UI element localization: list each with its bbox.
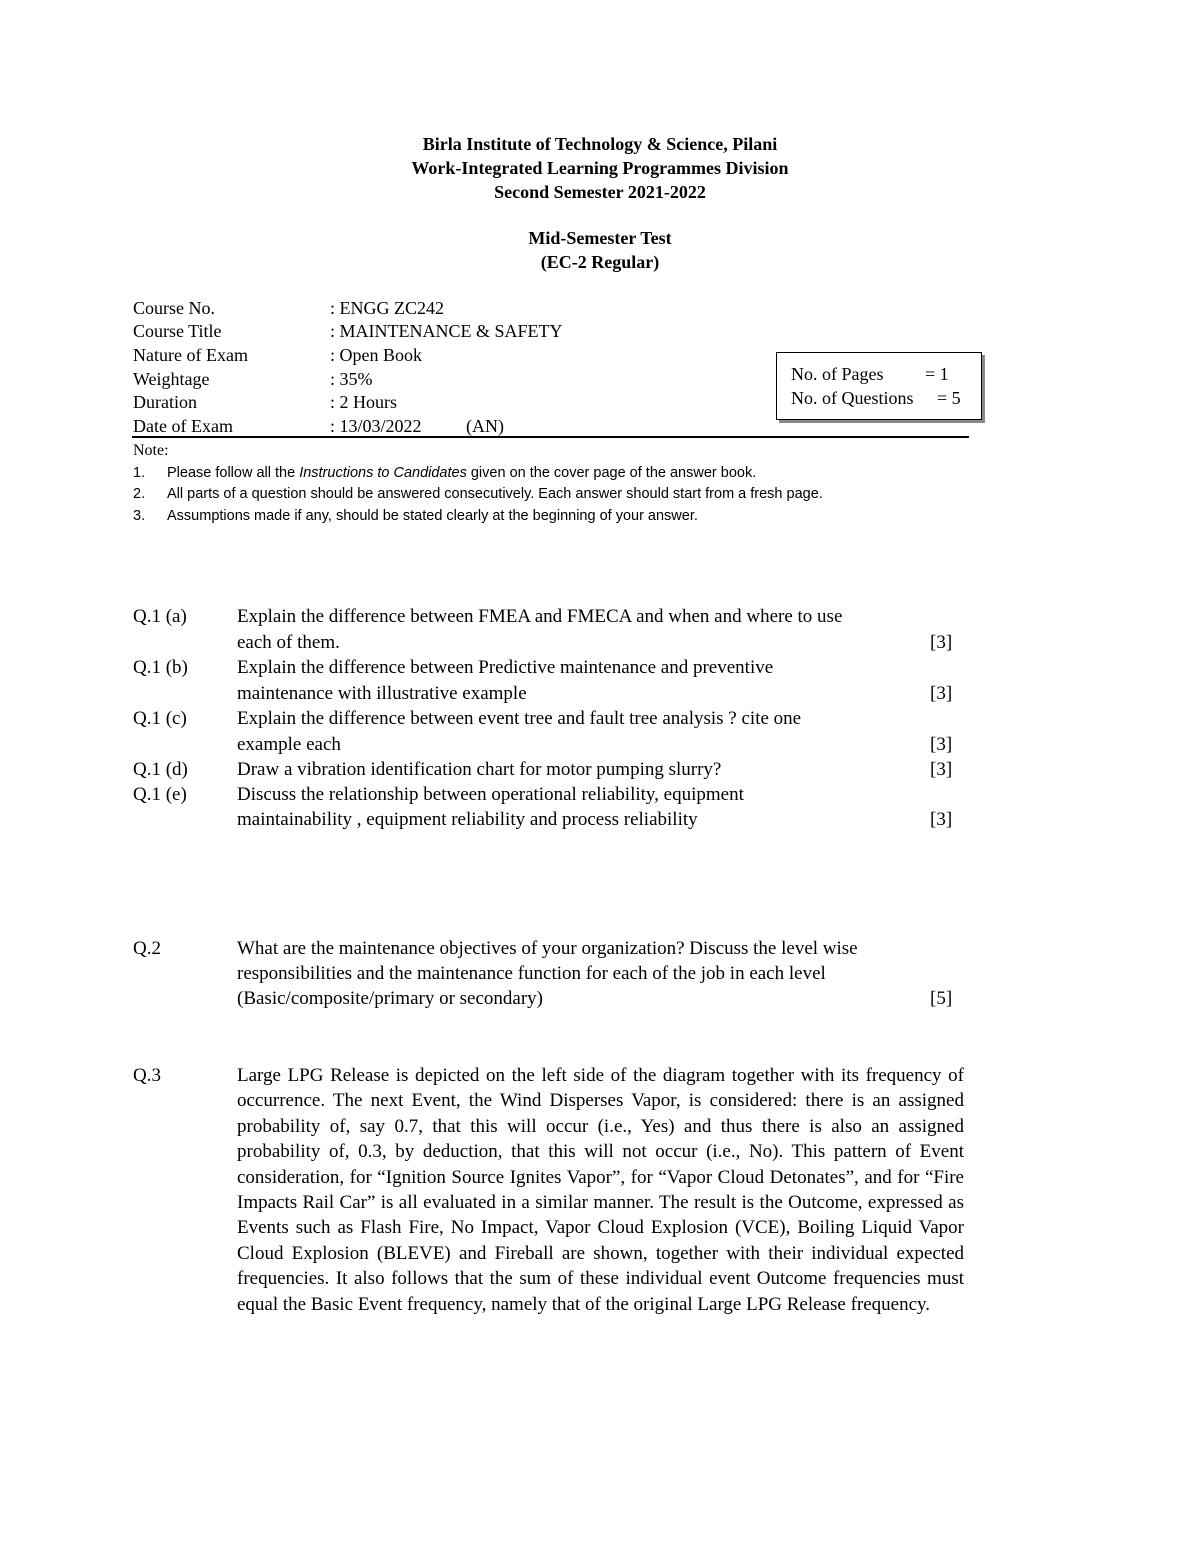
pages-value: = 1 (925, 364, 949, 384)
note-1-number: 1. (133, 465, 146, 481)
note-1-post: given on the cover page of the answer book. (466, 465, 757, 481)
note-1-pre: Please follow all the (167, 465, 300, 481)
q2-line-2: responsibilities and the maintenance function for each of the job in each level (237, 963, 826, 984)
q2-marks: [5] (930, 988, 953, 1009)
division-name: Work-Integrated Learning Programmes Division (411, 158, 789, 178)
nature-of-exam-label: Nature of Exam (133, 345, 248, 365)
note-1 (167, 463, 756, 483)
q3-text: Large LPG Release is depicted on the left side of the diagram together with its frequency of occurrence. The next Event, the Wind Disperses Vapor, is considered: there is an assigned probability of, say 0.7, that this will occur (i.e., Yes) and thus there is also an assigned probability of, 0.3, by deduction, that this will not occur (i.e., No). This pattern of Event consideration, for “Ignition Source Ignites Vapor”, for “Vapor Cloud Detonates”, and for “Fire Impacts Rail Car” is all evaluated in a similar manner. The result is the Outcome, expressed as Events such as Flash Fire, No Impact, Vapor Cloud Explosion (VCE), Boiling Liquid Vapor Cloud Explosion (BLEVE) and Fireball are shown, together with their individual expected frequencies. It also follows that the sum of these individual event Outcome frequencies must equal the Basic Event frequency, namely that of the original Large LPG Release frequency. (237, 1065, 964, 1315)
note-3-number: 3. (133, 508, 146, 524)
q3-label: Q.3 (133, 1065, 161, 1086)
questions-label: No. of Questions (791, 388, 914, 408)
course-no-label: Course No. (133, 298, 215, 318)
questions-value: = 5 (937, 388, 961, 408)
semester: Second Semester 2021-2022 (494, 182, 706, 202)
note-1-emphasis: Instructions to Candidates (299, 465, 467, 481)
q1c-label: Q.1 (c) (133, 708, 187, 729)
q1a-label: Q.1 (a) (133, 606, 187, 627)
header-divider (132, 436, 969, 438)
q1b-line-2: maintenance with illustrative example (237, 683, 527, 704)
note-2: All parts of a question should be answered consecutively. Each answer should start from a fresh page. (167, 486, 823, 502)
pages-label: No. of Pages (791, 364, 884, 384)
pages-questions-box (776, 352, 982, 420)
q1a-line-2: each of them. (237, 632, 340, 653)
q1b-line-1: Explain the difference between Predictive maintenance and preventive (237, 657, 774, 678)
weightage-value: : 35% (330, 369, 373, 389)
nature-of-exam-value: : Open Book (330, 345, 422, 365)
q1c-line-2: example each (237, 734, 341, 755)
note-2-number: 2. (133, 486, 146, 502)
date-of-exam-label: Date of Exam (133, 416, 233, 436)
test-name: Mid-Semester Test (528, 228, 672, 248)
q2-label: Q.2 (133, 938, 161, 959)
q1e-line-1: Discuss the relationship between operational reliability, equipment (237, 784, 744, 805)
institute-name: Birla Institute of Technology & Science, Pilani (422, 134, 778, 154)
q2-line-1: What are the maintenance objectives of your organization? Discuss the level wise (237, 938, 858, 959)
q1b-label: Q.1 (b) (133, 657, 188, 678)
course-title-value: : MAINTENANCE & SAFETY (330, 321, 563, 341)
exam-session: (AN) (466, 416, 504, 436)
q1d-label: Q.1 (d) (133, 759, 188, 780)
q1b-marks: [3] (930, 683, 953, 704)
q1a-line-1: Explain the difference between FMEA and FMECA and when and where to use (237, 606, 843, 627)
weightage-label: Weightage (133, 369, 210, 389)
duration-label: Duration (133, 392, 197, 412)
q1a-marks: [3] (930, 632, 953, 653)
date-of-exam-value: : 13/03/2022 (330, 416, 422, 436)
note-3: Assumptions made if any, should be stated clearly at the beginning of your answer. (167, 508, 698, 524)
q1e-line-2: maintainability , equipment reliability and process reliability (237, 809, 698, 830)
q1d-marks: [3] (930, 759, 953, 780)
q1e-marks: [3] (930, 809, 953, 830)
course-title-label: Course Title (133, 321, 222, 341)
q1c-marks: [3] (930, 734, 953, 755)
note-title: Note: (133, 442, 169, 459)
q1e-label: Q.1 (e) (133, 784, 187, 805)
q1c-line-1: Explain the difference between event tree and fault tree analysis ? cite one (237, 708, 802, 729)
test-type: (EC-2 Regular) (540, 252, 660, 272)
q1d-line-1: Draw a vibration identification chart for motor pumping slurry? (237, 759, 722, 780)
q2-line-3: (Basic/composite/primary or secondary) (237, 988, 544, 1009)
course-no-value: : ENGG ZC242 (330, 298, 444, 318)
duration-value: : 2 Hours (330, 392, 397, 412)
